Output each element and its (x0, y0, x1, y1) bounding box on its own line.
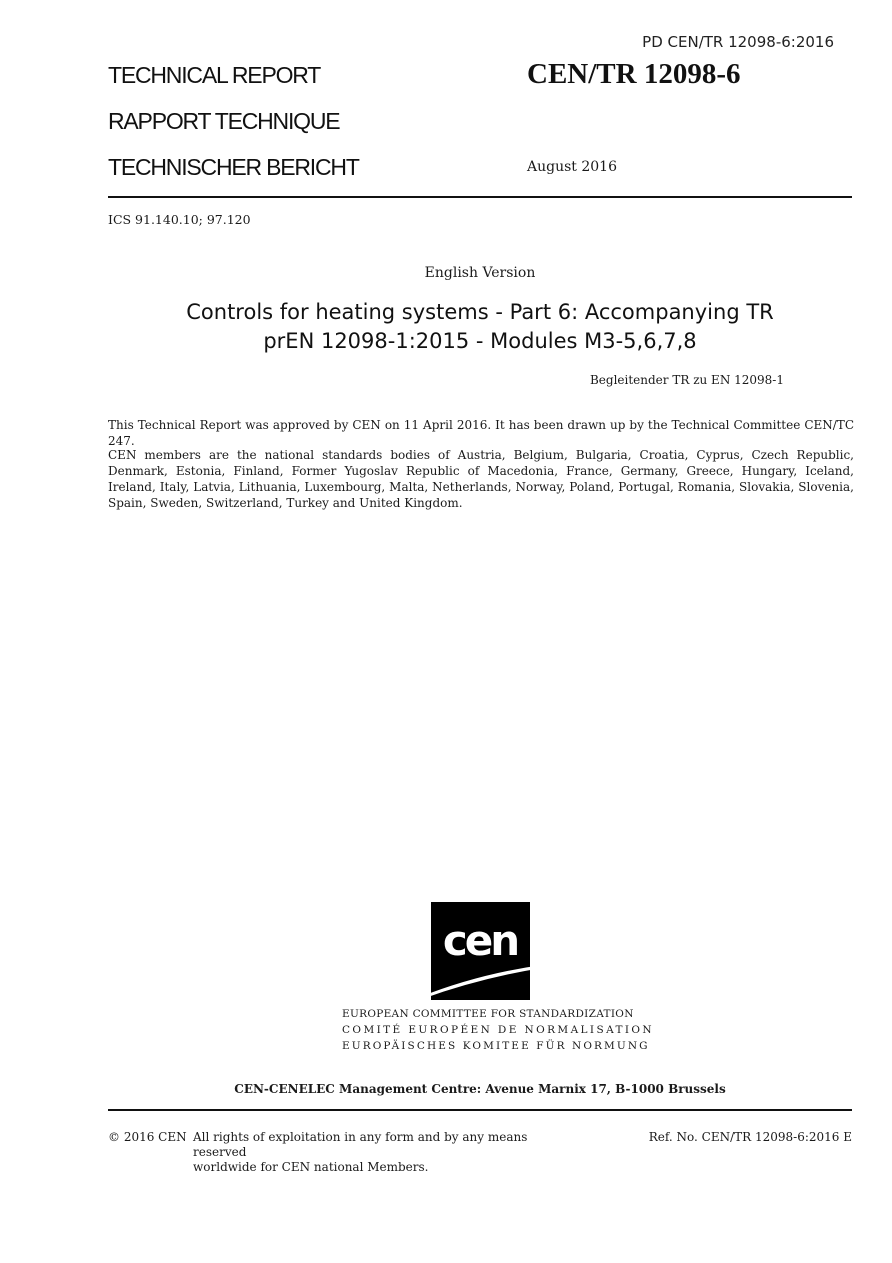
organization-name-english: EUROPEAN COMMITTEE FOR STANDARDIZATION (342, 1008, 634, 1020)
document-title-line-2: prEN 12098-1:2015 - Modules M3-5,6,7,8 (263, 329, 697, 353)
approval-statement: This Technical Report was approved by CEN on 11 April 2016. It has been drawn up by the Technical Committee CEN/TC 247. (108, 418, 854, 448)
report-type-english: TECHNICAL REPORT (108, 62, 321, 88)
footer-divider (108, 1109, 852, 1111)
ics-codes: ICS 91.140.10; 97.120 (108, 212, 251, 227)
language-version: English Version (424, 265, 536, 281)
rights-line-1: All rights of exploitation in any form and by any means reserved (193, 1130, 528, 1159)
rights-line-2: worldwide for CEN national Members. (193, 1160, 429, 1174)
document-title-line-1: Controls for heating systems - Part 6: Accompanying TR (186, 300, 774, 324)
document-number: CEN/TR 12098-6 (527, 58, 741, 90)
organization-name-french: COMITÉ EUROPÉEN DE NORMALISATION (342, 1024, 655, 1036)
header-divider (108, 196, 852, 198)
copyright-notice: © 2016 CEN (108, 1130, 187, 1144)
reference-number: Ref. No. CEN/TR 12098-6:2016 E (648, 1130, 852, 1144)
document-title (0, 298, 892, 356)
report-type-french: RAPPORT TECHNIQUE (108, 108, 340, 134)
pd-reference: PD CEN/TR 12098-6:2016 (642, 33, 834, 51)
organization-name-german: EUROPÄISCHES KOMITEE FÜR NORMUNG (342, 1040, 650, 1052)
cen-logo-icon (418, 902, 544, 1000)
logo-text: cen (442, 916, 518, 965)
rights-notice (193, 1130, 573, 1175)
management-centre-address: CEN-CENELEC Management Centre: Avenue Marnix 17, B-1000 Brussels (234, 1082, 726, 1096)
publication-date: August 2016 (527, 159, 617, 175)
members-statement: CEN members are the national standards bodies of Austria, Belgium, Bulgaria, Croatia, Cyprus, Czech Republic, Denmark, Estonia, Finland, Former Yugoslav Republic of Macedonia, France, Germany, Greece, Hungary, Iceland, Ireland, Italy, Latvia, Lithuania, Luxembourg, Malta, Netherlands, Norway, Poland, Portugal, Romania, Slovakia, Slovenia, Spain, Sweden, Switzerland, Turkey and United Kingdom. (108, 448, 854, 510)
german-title: Begleitender TR zu EN 12098-1 (589, 373, 784, 387)
report-type-german: TECHNISCHER BERICHT (108, 154, 359, 180)
